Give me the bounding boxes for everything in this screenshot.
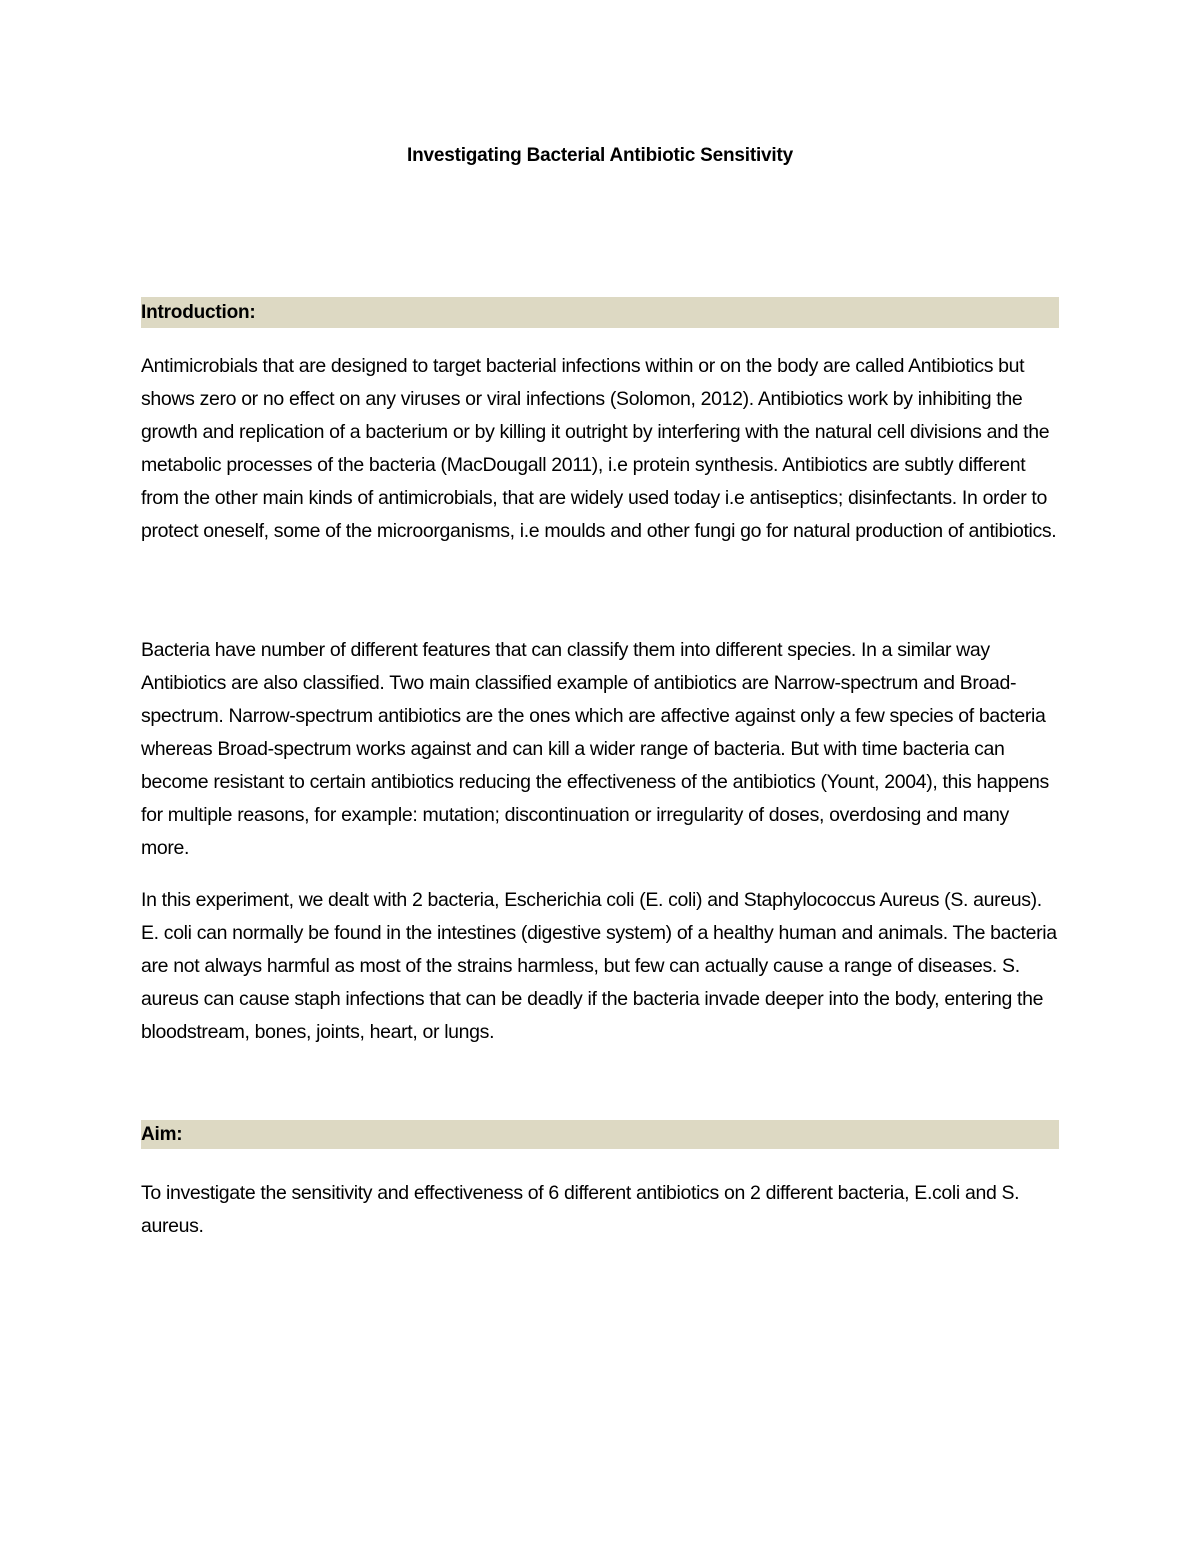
document-title: Investigating Bacterial Antibiotic Sensitivity bbox=[406, 145, 793, 166]
aim-paragraph: To investigate the sensitivity and effectiveness of 6 different antibiotics on 2 different bacteria, E.coli and S. aureus. bbox=[141, 1182, 1020, 1237]
aim-heading-bar bbox=[141, 1120, 1059, 1149]
introduction-heading-bar bbox=[141, 297, 1059, 328]
aim-heading: Aim: bbox=[141, 1124, 183, 1145]
introduction-paragraph-3: In this experiment, we dealt with 2 bacteria, Escherichia coli (E. coli) and Staphylococcus Aureus (S. aureus). E. coli can normally be found in the intestines (digestive system) of a healthy human and animals. The bacteria are not always harmful as most of the strains harmless, but few can actually cause a range of diseases. S. aureus can cause staph infections that can be deadly if the bacteria invade deeper into the body, entering the bloodstream, bones, joints, heart, or lungs. bbox=[141, 889, 1057, 1043]
introduction-paragraph-1: Antimicrobials that are designed to target bacterial infections within or on the body are called Antibiotics but shows zero or no effect on any viruses or viral infections (Solomon, 2012). Antibiotics work by inhibiting the growth and replication of a bacterium or by killing it outright by interfering with the natural cell divisions and the metabolic processes of the bacteria (MacDougall 2011), i.e protein synthesis. Antibiotics are subtly different from the other main kinds of antimicrobials, that are widely used today i.e antiseptics; disinfectants. In order to protect oneself, some of the microorganisms, i.e moulds and other fungi go for natural production of antibiotics. bbox=[141, 355, 1057, 542]
introduction-heading: Introduction: bbox=[141, 302, 256, 323]
introduction-paragraph-2: Bacteria have number of different features that can classify them into different species. In a similar way Antibiotics are also classified. Two main classified example of antibiotics are Narrow-spectrum and Broad-spectrum. Narrow-spectrum antibiotics are the ones which are affective against only a few species of bacteria whereas Broad-spectrum works against and can kill a wider range of bacteria. But with time bacteria can become resistant to certain antibiotics reducing the effectiveness of the antibiotics (Yount, 2004), this happens for multiple reasons, for example: mutation; discontinuation or irregularity of doses, overdosing and many more. bbox=[141, 639, 1049, 859]
